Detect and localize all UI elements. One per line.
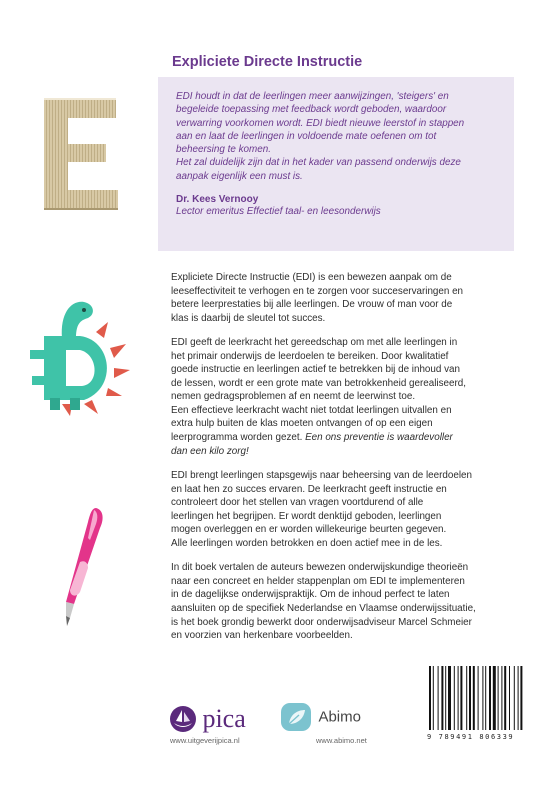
- italic-slogan: dan een kilo zorg!: [171, 445, 249, 457]
- text-line: extra hulp buiten de klas moeten ontvangen of op een eigen: [171, 418, 433, 430]
- text-line: leerlingen het begrijpen. Er wordt denktijd geboden, leerlingen: [171, 510, 442, 522]
- quote-line: beheersing te komen.: [176, 144, 271, 156]
- letter-e-image: [40, 94, 120, 214]
- text-line: aansluiten op de specifiek Nederlandse en Vlaamse onderwijssituatie,: [171, 603, 476, 615]
- abimo-url[interactable]: www.abimo.net: [316, 736, 367, 745]
- text-line: goede instructie en leerlingen actief te betrekken bij de inhoud van: [171, 364, 460, 376]
- pica-logo: [168, 704, 246, 734]
- text-line: leerprogramma worden gezet.: [171, 432, 303, 444]
- text-line: betere leerprestaties bij alle leerlingen. De vrouw of man voor de: [171, 299, 453, 311]
- text-line: klas is daarbij de sleutel tot succes.: [171, 312, 326, 324]
- quote-line: aanpak eigenlijk een must is.: [176, 170, 303, 182]
- pica-ship-logo-icon: [168, 705, 198, 733]
- page-title: Expliciete Directe Instructie: [172, 54, 363, 70]
- body-paragraph: [171, 469, 525, 550]
- text-line: leeseffectiviteit te verhogen en te zorgen voor succeservaringen en: [171, 285, 464, 297]
- text-line: in de dagelijkse onderwijspraktijk. Om de inhoud perfect te laten: [171, 589, 450, 601]
- text-line: het primair onderwijs de leerdoelen te bereiken. Door kwalitatief: [171, 350, 449, 362]
- text-line: Alle leerlingen worden betrokken en doen actief mee in de les.: [171, 537, 443, 549]
- text-line: de lessen, wordt er een grote mate van betrokkenheid gerealiseerd,: [171, 377, 466, 389]
- text-line: In dit boek vertalen de auteurs bewezen onderwijskundige theorieën: [171, 562, 469, 574]
- quote-line: Het zal duidelijk zijn dat in het kader van passend onderwijs deze: [176, 157, 461, 169]
- quote-line: verwarring voorkomen wordt. EDI biedt nieuwe leerstof in stappen: [176, 117, 465, 129]
- quote-line: aan en laat de leerlingen in voldoende mate oefenen om tot: [176, 130, 437, 142]
- abimo-name: Abimo: [318, 708, 361, 726]
- quote-author-role: Lector emeritus Effectief taal- en leesonderwijs: [176, 206, 381, 218]
- italic-slogan: Een ons preventie is waardevoller: [305, 432, 453, 444]
- body-paragraph: [171, 561, 525, 642]
- pica-url[interactable]: www.uitgeverijpica.nl: [170, 736, 240, 745]
- quote-author: Dr. Kees Vernooy: [176, 194, 259, 206]
- abimo-logo: [280, 702, 361, 732]
- text-line: Expliciete Directe Instructie (EDI) is een bewezen aanpak om de: [171, 272, 452, 283]
- barcode-icon: [425, 664, 537, 732]
- text-line: EDI geeft de leerkracht het gereedschap om met alle leerlingen in: [171, 337, 458, 349]
- text-line: Een effectieve leerkracht wacht niet totdat leerlingen uitvallen en: [171, 404, 452, 416]
- quote-line: EDI houdt in dat de leerlingen meer aanwijzingen, 'steigers' en: [176, 91, 449, 102]
- text-line: naar een concreet en helder stappenplan om EDI te implementeren: [171, 575, 465, 587]
- text-line: EDI brengt leerlingen stapsgewijs naar beheersing van de leerdoelen: [171, 470, 472, 482]
- barcode-number: 9 789491 806339: [427, 733, 515, 741]
- body-paragraph: [171, 336, 525, 458]
- abimo-leaf-logo-icon: [280, 702, 314, 732]
- text-line: en voorzien van herkenbare voorbeelden.: [171, 630, 353, 642]
- dinosaur-letter-d-image: [26, 292, 136, 417]
- quote-line: begeleide toepassing met feedback wordt geboden, waardoor: [176, 104, 447, 116]
- quote-text: [176, 90, 498, 183]
- body-paragraph: [171, 271, 525, 325]
- text-line: nemen gedragsproblemen af en neemt de leerwinst toe.: [171, 391, 416, 403]
- pink-pen-image: [44, 506, 114, 630]
- text-line: controleert door het stellen van vragen voortdurend of alle: [171, 497, 424, 509]
- body-text: [171, 271, 525, 654]
- text-line: is het boek grondig bewerkt door onderwijsadviseur Marcel Schmeier: [171, 616, 472, 628]
- quote-box: [158, 77, 514, 251]
- text-line: en laat hen zo succes ervaren. De leerkracht geeft instructie en: [171, 483, 447, 495]
- pica-name: pica: [202, 704, 246, 733]
- text-line: mogen overleggen en er worden willekeurige beurten gegeven.: [171, 524, 447, 536]
